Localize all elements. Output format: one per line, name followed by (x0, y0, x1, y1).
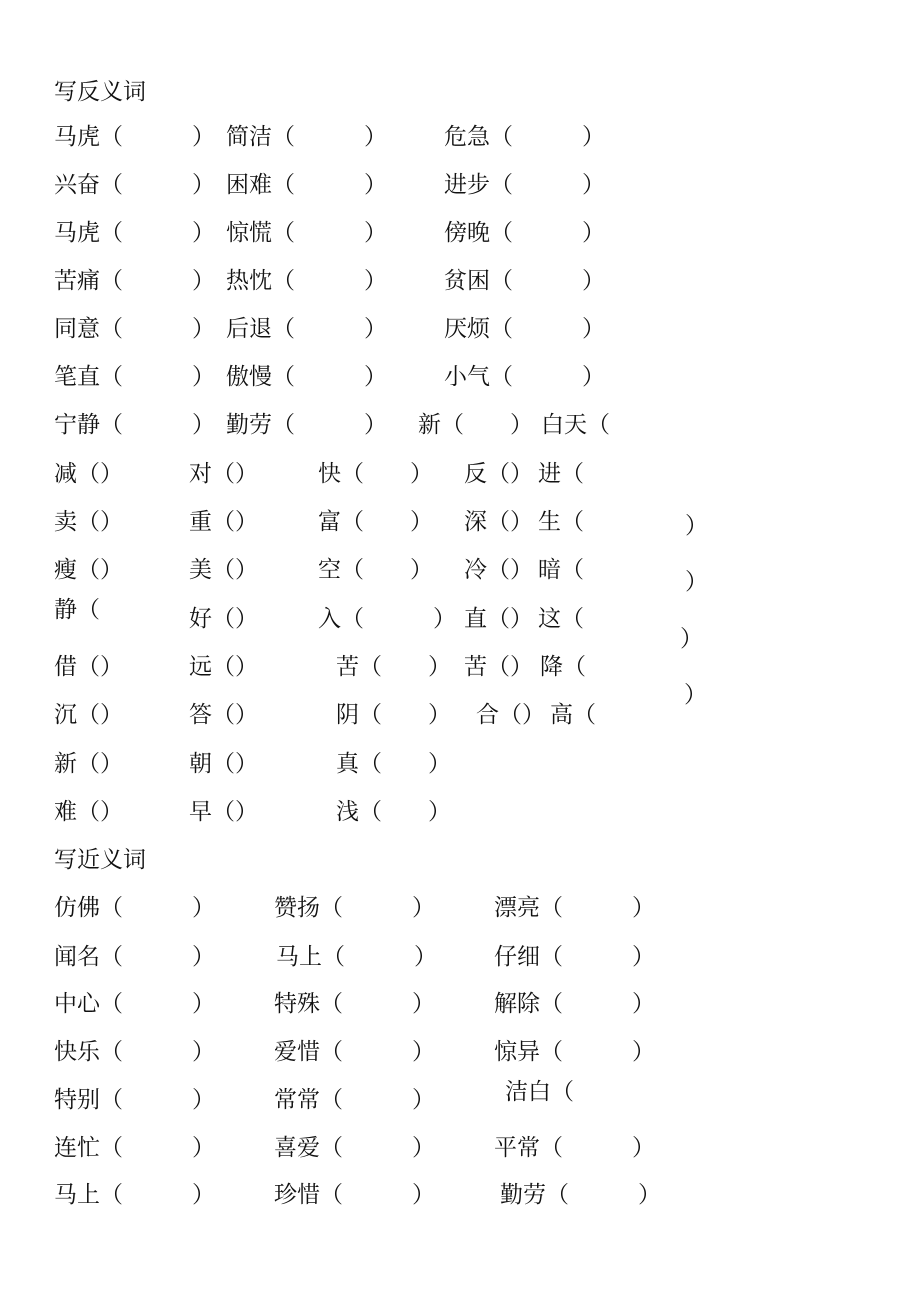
antonym-item: 困难（ ） (226, 172, 387, 198)
antonym-item: 远（） (189, 654, 258, 680)
synonym-item: 特殊（ ） (274, 991, 435, 1017)
antonym-item: 小气（ ） (444, 364, 605, 390)
antonym-item: 厌烦（ ） (444, 316, 605, 342)
antonym-item: 白天（ (541, 412, 610, 438)
synonym-item: 珍惜（ ） (274, 1182, 435, 1208)
synonym-item: 平常（ ） (494, 1135, 655, 1161)
antonym-item: 卖（） (54, 509, 123, 535)
antonym-item: 生（ (538, 509, 584, 535)
antonym-item: 傲慢（ ） (226, 364, 387, 390)
antonym-item: 富（ ） (318, 509, 433, 535)
antonym-item: 苦（ ） (336, 654, 451, 680)
synonym-item: 爱惜（ ） (274, 1039, 435, 1065)
antonym-item: 苦痛（ ） (54, 268, 215, 294)
synonym-item: 勤劳（ ） (500, 1182, 661, 1208)
antonym-item: 进（ (538, 461, 584, 487)
antonym-item: 合（） (476, 702, 545, 728)
antonym-item: 好（） (189, 606, 258, 632)
antonym-item: 沉（） (54, 702, 123, 728)
synonym-item: 快乐（ ） (54, 1039, 215, 1065)
synonym-item: 连忙（ ） (54, 1135, 215, 1161)
antonym-item: 空（ ） (318, 557, 433, 583)
antonym-item: 马虎（ ） (54, 220, 215, 246)
antonym-item: 早（） (189, 799, 258, 825)
antonym-item: 进步（ ） (444, 172, 605, 198)
antonym-item: 勤劳（ ） (226, 412, 387, 438)
antonym-item: 降（ (540, 654, 586, 680)
antonym-item: 答（） (189, 702, 258, 728)
antonyms-heading: 写反义词 (54, 79, 146, 105)
synonym-item: 赞扬（ ） (274, 895, 435, 921)
orphan-paren: ） (680, 626, 703, 652)
synonym-item: 常常（ ） (274, 1087, 435, 1113)
synonym-item: 喜爱（ ） (274, 1135, 435, 1161)
antonym-item: 瘦（） (54, 557, 123, 583)
antonym-item: 暗（ (538, 557, 584, 583)
antonym-item: 后退（ ） (226, 316, 387, 342)
antonym-item: 借（） (54, 654, 123, 680)
antonym-item: 朝（） (189, 751, 258, 777)
antonym-item: 兴奋（ ） (54, 172, 215, 198)
synonym-item: 仔细（ ） (494, 944, 655, 970)
antonym-item: 重（） (189, 509, 258, 535)
antonym-item: 贫困（ ） (444, 268, 605, 294)
antonym-item: 同意（ ） (54, 316, 215, 342)
antonym-item: 美（） (189, 557, 258, 583)
synonym-item: 马上（ ） (54, 1182, 215, 1208)
synonym-item: 中心（ ） (54, 991, 215, 1017)
synonym-item: 仿佛（ ） (54, 895, 215, 921)
antonym-item: 反（） (464, 461, 533, 487)
orphan-paren: ） (684, 682, 707, 708)
antonym-item: 危急（ ） (444, 124, 605, 150)
antonym-item: 直（） (464, 606, 533, 632)
synonym-item: 特别（ ） (54, 1087, 215, 1113)
antonym-item: 马虎（ ） (54, 124, 215, 150)
antonym-item: 简洁（ ） (226, 124, 387, 150)
antonym-item: 新（ ） (418, 412, 533, 438)
antonym-item: 减（） (54, 461, 123, 487)
antonym-item: 宁静（ ） (54, 412, 215, 438)
synonym-item: 惊异（ ） (494, 1039, 655, 1065)
orphan-paren: ） (685, 569, 708, 595)
antonym-item: 深（） (464, 509, 533, 535)
antonym-item: 傍晚（ ） (444, 220, 605, 246)
antonym-item: 这（ (538, 606, 584, 632)
antonym-item: 阴（ ） (336, 702, 451, 728)
antonym-item: 对（） (189, 461, 258, 487)
antonym-item: 苦（） (464, 654, 533, 680)
antonym-item: 惊慌（ ） (226, 220, 387, 246)
orphan-paren: ） (685, 513, 708, 539)
synonym-item: 闻名（ ） (54, 944, 215, 970)
antonym-item: 浅（ ） (336, 799, 451, 825)
synonym-item: 马上（ ） (276, 944, 437, 970)
antonym-item: 静（ (54, 597, 100, 623)
antonym-item: 快（ ） (318, 461, 433, 487)
antonym-item: 真（ ） (336, 751, 451, 777)
synonyms-heading: 写近义词 (54, 847, 146, 873)
synonym-item: 漂亮（ ） (494, 895, 655, 921)
antonym-item: 笔直（ ） (54, 364, 215, 390)
antonym-item: 冷（） (464, 557, 533, 583)
synonym-item: 解除（ ） (494, 991, 655, 1017)
antonym-item: 难（） (54, 799, 123, 825)
antonym-item: 高（ (550, 702, 596, 728)
antonym-item: 入（ ） (318, 606, 456, 632)
antonym-item: 热忱（ ） (226, 268, 387, 294)
antonym-item: 新（） (54, 751, 123, 777)
synonym-item: 洁白（ (505, 1079, 574, 1105)
